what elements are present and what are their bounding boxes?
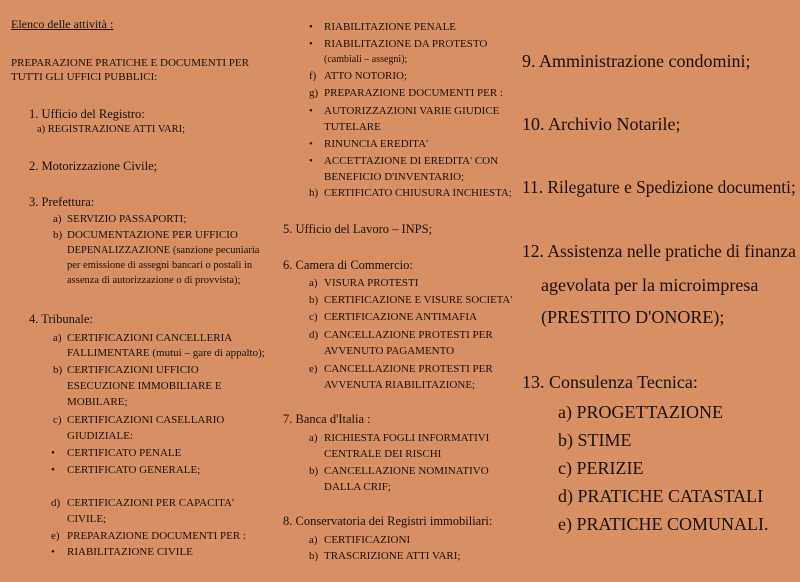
section-7-item-a-line-2: CENTRALE DEI RISCHI: [324, 448, 442, 460]
section-7-title: 7. Banca d'Italia :: [283, 412, 371, 426]
section-6-item-e-line-2: AVVENUTA RIABILITAZIONE;: [324, 379, 476, 391]
bullet: •: [309, 105, 313, 117]
section-7-item-b-line-1: CANCELLAZIONE NOMINATIVO: [324, 465, 489, 477]
section-4-item-b-line-3: MOBILARE;: [67, 396, 128, 408]
section-4-item-d-line-1: CERTIFICAZIONI PER CAPACITA': [67, 497, 234, 509]
section-3-item-b-line-3: per emissione di assegni bancari o postali in: [67, 260, 253, 271]
section-13-item-e: e) PRATICHE COMUNALI.: [558, 514, 769, 534]
section-5-title: 5. Ufficio del Lavoro – INPS;: [283, 222, 433, 236]
bullet: •: [51, 464, 55, 476]
col2-bullet-item-2-note: (cambiali – assegni);: [324, 54, 408, 65]
section-6-marker-e: e): [309, 363, 318, 375]
bullet: •: [309, 138, 313, 150]
section-13-title: 13. Consulenza Tecnica:: [522, 372, 698, 392]
section-4-item-e-bullet-1: RIABILITAZIONE CIVILE: [67, 546, 193, 558]
section-7-marker-b: b): [309, 465, 319, 477]
section-4-marker-e: e): [51, 530, 60, 542]
intro-line-1: PREPARAZIONE PRATICHE E DOCUMENTI PER: [11, 57, 249, 69]
list-title: Elenco delle attività :: [11, 17, 114, 31]
section-6-marker-b: b): [309, 294, 319, 306]
section-4-item-e: PREPARAZIONE DOCUMENTI PER :: [67, 530, 246, 542]
section-4-item-b-line-1: CERTIFICAZIONI UFFICIO: [67, 364, 199, 376]
section-4-item-b-line-2: ESECUZIONE IMMOBILIARE E: [67, 380, 222, 392]
section-4-item-a-line-1: CERTIFICAZIONI CANCELLERIA: [67, 332, 233, 344]
col2-bullet-item-1: RIABILITAZIONE PENALE: [324, 21, 457, 33]
section-4-item-d-line-2: CIVILE;: [67, 513, 107, 525]
section-6-title: 6. Camera di Commercio:: [283, 258, 413, 272]
section-8-title: 8. Conservatoria dei Registri immobiliari:: [283, 514, 493, 528]
bullet: •: [309, 155, 313, 167]
col2-marker-g: g): [309, 87, 319, 99]
section-3-item-a: SERVIZIO PASSAPORTI;: [67, 213, 187, 225]
section-7-item-b-line-2: DALLA CRIF;: [324, 481, 391, 493]
section-11-title: 11. Rilegature e Spedizione documenti;: [522, 177, 796, 197]
section-12-line-2: agevolata per la microimpresa: [541, 275, 759, 295]
section-3-marker-a: a): [53, 213, 62, 225]
section-9-title: 9. Amministrazione condomini;: [522, 51, 751, 71]
section-12-line-1: 12. Assistenza nelle pratiche di finanza: [522, 241, 796, 261]
bullet: •: [309, 21, 313, 33]
col2-item-g-bullet-3-line-2: BENEFICIO D'INVENTARIO;: [324, 171, 465, 183]
col2-item-g-bullet-3-line-1: ACCETTAZIONE DI EREDITA' CON: [324, 155, 499, 167]
section-13-item-a: a) PROGETTAZIONE: [558, 402, 724, 422]
col2-marker-h: h): [309, 187, 319, 199]
section-8-item-a: CERTIFICAZIONI: [324, 534, 411, 546]
section-1-title: 1. Ufficio del Registro:: [29, 107, 145, 121]
section-6-item-a: VISURA PROTESTI: [324, 277, 419, 289]
section-4-marker-d: d): [51, 497, 61, 509]
section-6-item-c: CERTIFICAZIONE ANTIMAFIA: [324, 311, 478, 323]
section-6-marker-d: d): [309, 329, 319, 341]
section-6-item-e-line-1: CANCELLAZIONE PROTESTI PER: [324, 363, 493, 375]
section-8-marker-b: b): [309, 550, 319, 562]
col2-item-f: ATTO NOTORIO;: [324, 70, 408, 82]
col2-item-h: CERTIFICATO CHIUSURA INCHIESTA;: [324, 187, 512, 199]
section-1-item-a: a) REGISTRAZIONE ATTI VARI;: [37, 124, 186, 135]
section-8-item-b: TRASCRIZIONE ATTI VARI;: [324, 550, 461, 562]
section-2-title: 2. Motorizzazione Civile;: [29, 159, 158, 173]
col2-item-g-bullet-1-line-1: AUTORIZZAZIONI VARIE GIUDICE: [324, 105, 500, 117]
col2-bullet-item-2: RIABILITAZIONE DA PROTESTO: [324, 38, 488, 50]
section-3-item-b-line-4: assenza di autorizzazione o di provvista);: [67, 275, 241, 286]
section-4-item-c-line-1: CERTIFICAZIONI CASELLARIO: [67, 414, 225, 426]
section-4-item-c-bullet-1: CERTIFICATO PENALE: [67, 447, 182, 459]
section-8-marker-a: a): [309, 534, 318, 546]
section-3-item-b-line-1: DOCUMENTAZIONE PER UFFICIO: [67, 229, 238, 241]
section-7-item-a-line-1: RICHIESTA FOGLI INFORMATIVI: [324, 432, 490, 444]
section-6-marker-c: c): [309, 311, 318, 323]
section-4-item-c-line-2: GIUDIZIALE:: [67, 430, 133, 442]
bullet: •: [51, 546, 55, 558]
section-4-marker-c: c): [53, 414, 62, 426]
section-3-title: 3. Prefettura:: [29, 195, 95, 209]
col2-item-g: PREPARAZIONE DOCUMENTI PER :: [324, 87, 503, 99]
section-4-marker-a: a): [53, 332, 62, 344]
section-13-item-b: b) STIME: [558, 430, 632, 450]
col2-item-g-bullet-1-line-2: TUTELARE: [324, 121, 381, 133]
section-6-item-b: CERTIFICAZIONE E VISURE SOCIETA': [324, 294, 513, 306]
col2-marker-f: f): [309, 70, 317, 82]
section-3-item-b-line-2: DEPENALIZZAZIONE (sanzione pecuniaria: [67, 245, 260, 256]
section-4-marker-b: b): [53, 364, 63, 376]
section-7-marker-a: a): [309, 432, 318, 444]
section-13-item-c: c) PERIZIE: [558, 458, 644, 478]
bullet: •: [51, 447, 55, 459]
section-6-item-d-line-2: AVVENUTO PAGAMENTO: [324, 345, 455, 357]
section-4-item-a-line-2: FALLIMENTARE (mutui – gare di appalto);: [67, 347, 265, 359]
section-6-marker-a: a): [309, 277, 318, 289]
section-12-line-3: (PRESTITO D'ONORE);: [541, 307, 725, 327]
section-4-title: 4. Tribunale:: [29, 312, 93, 326]
section-3-marker-b: b): [53, 229, 63, 241]
section-6-item-d-line-1: CANCELLAZIONE PROTESTI PER: [324, 329, 493, 341]
section-4-item-c-bullet-2: CERTIFICATO GENERALE;: [67, 464, 201, 476]
intro-line-2: TUTTI GLI UFFICI PUBBLICI:: [11, 71, 158, 83]
section-10-title: 10. Archivio Notarile;: [522, 114, 681, 134]
col2-item-g-bullet-2: RINUNCIA EREDITA': [324, 138, 429, 150]
section-13-item-d: d) PRATICHE CATASTALI: [558, 486, 764, 506]
bullet: •: [309, 38, 313, 50]
